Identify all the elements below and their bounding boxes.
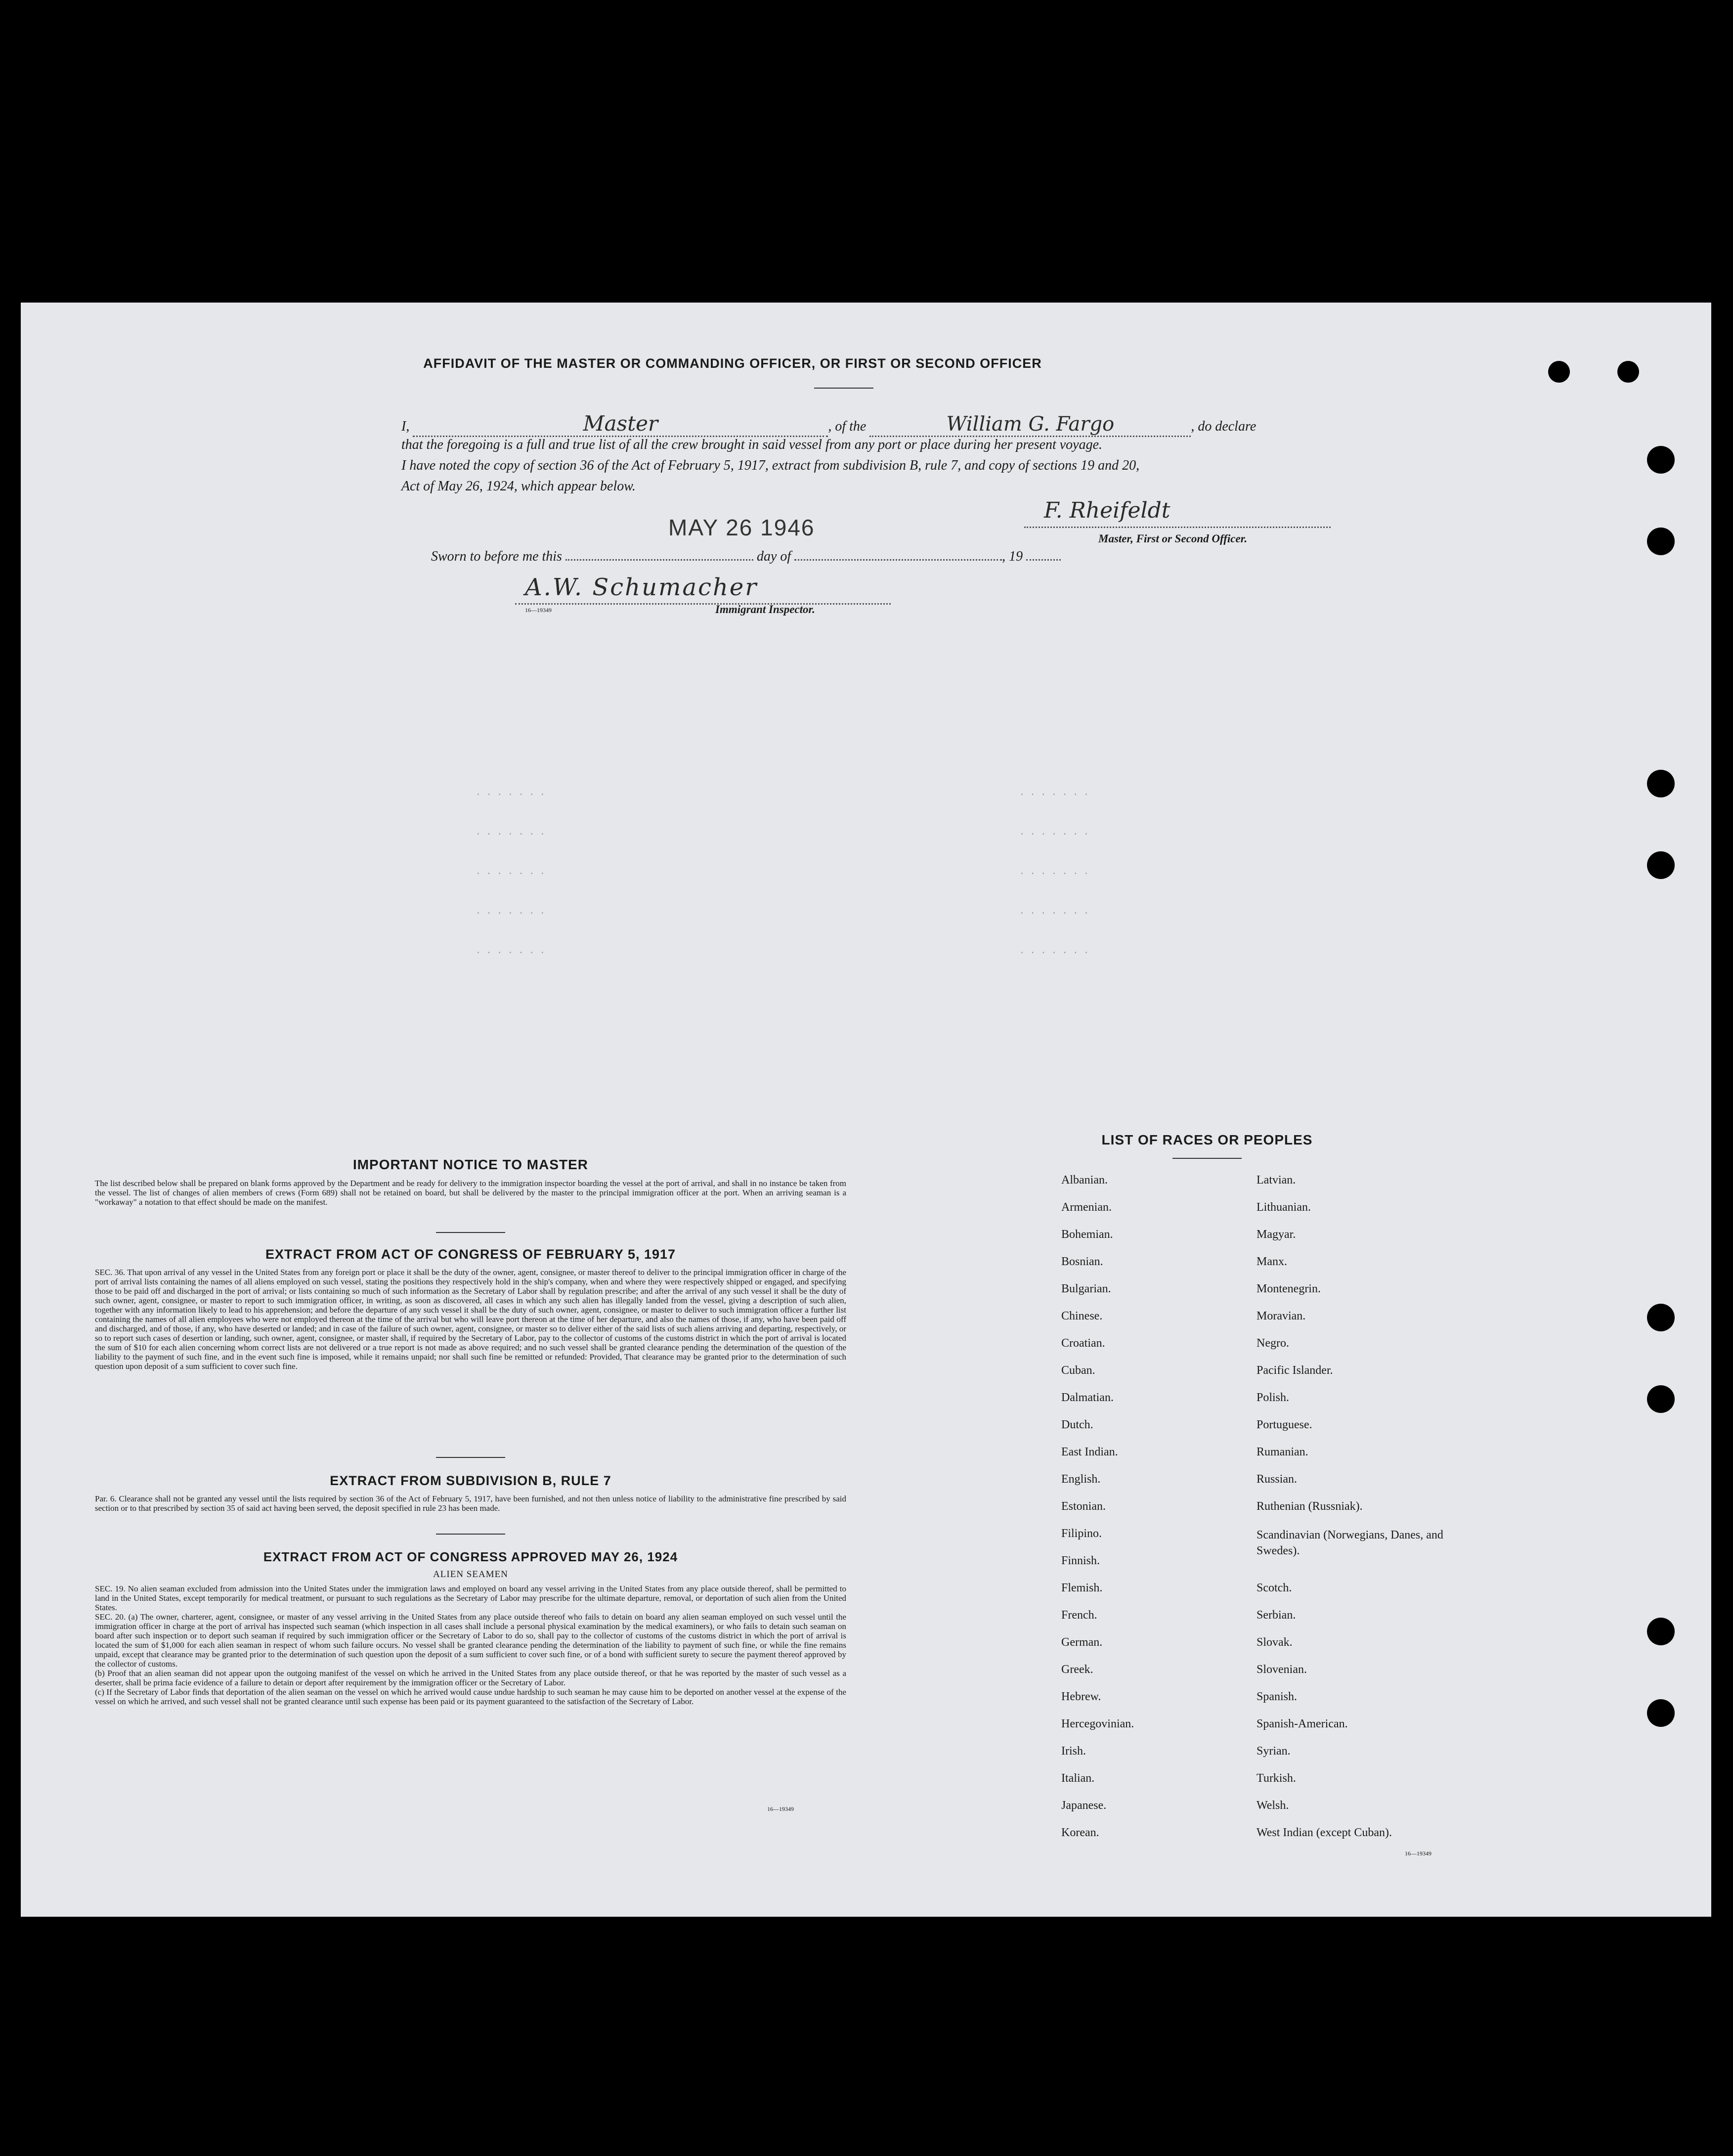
section-20c-text: (c) If the Secretary of Labor finds that deportation of the alien seaman on the vessel on which he arrived would cause undue hardship to such seaman he may cause him to be deported on another vessel at the expense of the vessel on which he arrived, and such vessel shall not be granted clearance until such expense has been paid or its payment guaranteed to the satisfaction of the Secretary of Labor. [95,1687,846,1706]
signature-line [515,603,891,605]
race-item: Croatian. [1061,1337,1105,1350]
section-20a-text: SEC. 20. (a) The owner, charterer, agent, consignee, or master of any vessel arriving in the United States from any place outside thereof who fails to detain on board any alien seaman employed on such vessel until the immigration officer in charge at the port of arrival has inspected such seaman (which inspection in all cases shall include a personal physical examination by the medical examiners), or who fails to detain such seaman on board after such inspection or to deport such seaman if required by such immigration officer or the Secretary of Labor to do so, shall pay to the collector of customs of the customs district in which the port of arrival is located the sum of $1,000 for each alien seaman in respect of whom such failure occurs. No vessel shall be granted clearance pending the determination of the liability to payment of such fine, or while the fine remains unpaid, except that clearance may be granted prior to the determination of such question upon the deposit of a sum sufficient to cover such fine, or of a bond with sufficient surety to secure the payment thereof approved by the collector of customs. [95,1612,846,1669]
section-19-text: SEC. 19. No alien seaman excluded from admission into the United States under the immigration laws and employed on board any vessel arriving in the United States from any place outside thereof, shall be permitted to land in the United States, except temporarily for medical treatment, or pursuant to such regulations as the Secretary of Labor may prescribe for the ultimate departure, removal, or deportation of such alien from the United States. [95,1584,846,1612]
race-item: Serbian. [1256,1609,1296,1622]
notice-title: IMPORTANT NOTICE TO MASTER [352,1157,589,1172]
race-item: Slovenian. [1256,1663,1307,1676]
punch-hole [1647,770,1675,797]
form-number: 16—19349 [525,607,552,614]
race-item: Ruthenian (Russniak). [1256,1500,1363,1513]
race-item: Rumanian. [1256,1446,1308,1458]
race-item: Irish. [1061,1745,1086,1758]
race-item: Finnish. [1061,1554,1100,1567]
race-item: Latvian. [1256,1174,1296,1187]
label-do-declare: , do declare [1191,419,1256,434]
punch-hole [1647,1385,1675,1413]
extract-1917-text: SEC. 36. That upon arrival of any vessel in the United States from any foreign port or place it shall be the duty of the owner, agent, consignee, or master thereof to deliver to the principal immigration officer in charge of the port of arrival lists containing the names of all aliens employed on such vessel, stating the positions they respectively hold in the ship's company, when and where they were respectively shipped or engaged, and specifying those to be paid off and discharged in the port of arrival; or lists containing so much of such information as the Secretary of Labor shall by regulation prescribe; and after the arrival of any such vessel it shall be the duty of such owner, agent, consignee, or master to report to such immigration officer, in writing, as soon as discovered, all cases in which any such alien has illegally landed from the vessel, giving a description of such alien, together with any information likely to lead to his apprehension; and before the departure of any such vessel it shall be the duty of such owner, agent, consignee, or master to deliver to such immigration officer a further list containing the names of all alien employees who were not employed thereon at the time of the arrival but who will leave port thereon at the time of her departure, and also the names of those, if any, who have been paid off and discharged, and of those, if any, who have deserted or landed; and in case of the failure of such owner, agent, consignee, or master so to deliver either of the said lists of such aliens arriving and departing, respectively, or so to report such cases of desertion or landing, such owner, agent, consignee, or master shall, if required by the Secretary of Labor, pay to the collector of customs of the customs district in which the port of arrival is located the sum of $10 for each alien concerning whom correct lists are not delivered or a true report is not made as above required; and no such vessel shall be granted clearance pending the determination of the question of the liability to the payment of such fine, and in the event such fine is imposed, while it remains unpaid; nor shall such fine be remitted or refunded: Provided, That clearance may be granted prior to the determination of such question upon deposit of a sum sufficient to cover such fine. [95,1268,846,1371]
affidavit-title: AFFIDAVIT OF THE MASTER OR COMMANDING OFFICER, OR FIRST OR SECOND OFFICER [423,356,1042,371]
race-item: Greek. [1061,1663,1093,1676]
race-item: Turkish. [1256,1772,1296,1785]
race-item: Spanish. [1256,1690,1298,1703]
race-item: Negro. [1256,1337,1289,1350]
extract-1924-title: EXTRACT FROM ACT OF CONGRESS APPROVED MAY 26, 1924 [263,1549,678,1564]
race-item: English. [1061,1473,1101,1486]
race-item: Korean. [1061,1826,1099,1839]
signature-line [1024,527,1331,528]
race-item: Bosnian. [1061,1255,1103,1268]
race-item: Dutch. [1061,1418,1093,1431]
race-item: Welsh. [1256,1799,1289,1812]
punch-hole [1647,1618,1675,1645]
race-item: French. [1061,1609,1097,1622]
race-item: Pacific Islander. [1256,1364,1333,1377]
divider [436,1534,505,1535]
race-item: Magyar. [1256,1228,1296,1241]
form-number: 16—19349 [767,1805,794,1812]
extract-1917-title: EXTRACT FROM ACT OF CONGRESS OF FEBRUARY 5, 1917 [265,1247,676,1262]
inspector-signature: A.W. Schumacher [525,573,758,601]
race-item: Estonian. [1061,1500,1106,1513]
date-stamp: MAY 26 1946 [668,515,815,540]
master-signature-area [1024,498,1331,528]
rank-handwritten: Master [583,411,658,436]
notice-text: The list described below shall be prepared on blank forms approved by the Department and be ready for delivery to the immigration inspector boarding the vessel at the port of arrival, and shall in no instance be taken from the vessel. The list of changes of alien members of crews (Form 689) shall not be retained on board, but shall be delivered by the master to the principal immigration officer at the port. When an arriving seaman is a "workaway" a notation to that effect should be made on the manifest. [95,1179,846,1207]
document-sheet [21,303,1711,1917]
label-of-the: , of the [828,419,866,434]
declaration-line-3: I have noted the copy of section 36 of the Act of February 5, 1917, extract from subdivision B, rule 7, and copy of sections 19 and 20, [401,458,1140,473]
extract-rule7-title: EXTRACT FROM SUBDIVISION B, RULE 7 [330,1473,611,1488]
alien-seamen-subtitle: ALIEN SEAMEN [433,1569,508,1580]
race-item: Flemish. [1061,1582,1103,1594]
sworn-month-field [794,559,1002,561]
divider [1172,1158,1242,1159]
bleed-through-marks: · · · · · · · · · · · · · · · · · · · · · · · · · · · · · · · · · · · · · · · · · · · · · · · · · · · · · · · · · · · · · · · · · · · · · · [476,790,1089,958]
race-item: Moravian. [1256,1310,1306,1322]
race-item: East Indian. [1061,1446,1118,1458]
year-label: , 19 [1002,549,1023,564]
divider [436,1232,505,1233]
race-item: Manx. [1256,1255,1287,1268]
day-of-label: day of [756,549,791,564]
race-item: Italian. [1061,1772,1095,1785]
punch-hole [1617,361,1639,383]
race-item: Armenian. [1061,1201,1112,1214]
sworn-day-field [565,559,753,561]
master-caption: Master, First or Second Officer. [1098,532,1248,545]
master-signature: F. Rheifeldt [1044,498,1170,523]
race-item: Dalmatian. [1061,1391,1114,1404]
race-item: Russian. [1256,1473,1298,1486]
inspector-signature-area [515,573,891,603]
sworn-year-field [1026,559,1061,561]
race-item: German. [1061,1636,1103,1649]
race-item: Syrian. [1256,1745,1291,1758]
race-item: Montenegrin. [1256,1282,1321,1295]
race-item: Albanian. [1061,1174,1108,1187]
race-item: Scotch. [1256,1582,1292,1594]
punch-hole [1647,528,1675,555]
punch-hole [1647,1699,1675,1727]
race-item: Bohemian. [1061,1228,1113,1241]
race-item: Polish. [1256,1391,1290,1404]
form-number: 16—19349 [1405,1850,1431,1857]
label-i: I, [401,419,410,434]
race-item: Slovak. [1256,1636,1293,1649]
races-title: LIST OF RACES OR PEOPLES [1101,1132,1313,1147]
race-item: Filipino. [1061,1527,1102,1540]
rank-field [413,411,828,437]
race-item: Cuban. [1061,1364,1095,1377]
section-20b-text: (b) Proof that an alien seaman did not appear upon the outgoing manifest of the vessel on which he arrived in the United States from any place outside thereof, or that he was reported by the master of such vessel as a deserter, shall be prima facie evidence of a failure to detain or deport after requirement by the immigration officer or the Secretary of Labor. [95,1669,846,1687]
sworn-label: Sworn to before me this [431,549,562,564]
divider [436,1457,505,1458]
punch-hole [1548,361,1570,383]
vessel-handwritten: William G. Fargo [946,413,1115,436]
race-item: West Indian (except Cuban). [1256,1826,1392,1839]
punch-hole [1647,446,1675,474]
inspector-caption: Immigrant Inspector. [715,603,815,616]
punch-hole [1647,851,1675,879]
declaration-line-4: Act of May 26, 1924, which appear below. [401,479,636,494]
race-item: Portuguese. [1256,1418,1312,1431]
race-item: Hercegovinian. [1061,1717,1134,1730]
race-item: Scandinavian (Norwegians, Danes, and Swedes). [1256,1529,1443,1557]
extract-1924-body [95,1584,846,1706]
race-item: Chinese. [1061,1310,1103,1322]
race-item: Bulgarian. [1061,1282,1111,1295]
extract-rule7-text: Par. 6. Clearance shall not be granted any vessel until the lists required by section 36 of the Act of February 5, 1917, have been furnished, and not then unless notice of liability to the administrative fine prescribed by said section or to that prescribed by section 35 of said act having been served, the deposit specified in rule 23 has been made. [95,1494,846,1513]
sworn-line [431,549,1061,565]
race-item: Lithuanian. [1256,1201,1311,1214]
punch-hole [1647,1304,1675,1331]
race-item: Hebrew. [1061,1690,1101,1703]
declaration-line-2: that the foregoing is a full and true list of all the crew brought in said vessel from any port or place during her present voyage. [401,437,1103,452]
declaration-line-1 [401,411,1360,437]
vessel-field [869,413,1191,437]
race-item: Spanish-American. [1256,1717,1348,1730]
race-item: Japanese. [1061,1799,1107,1812]
divider [814,388,873,389]
